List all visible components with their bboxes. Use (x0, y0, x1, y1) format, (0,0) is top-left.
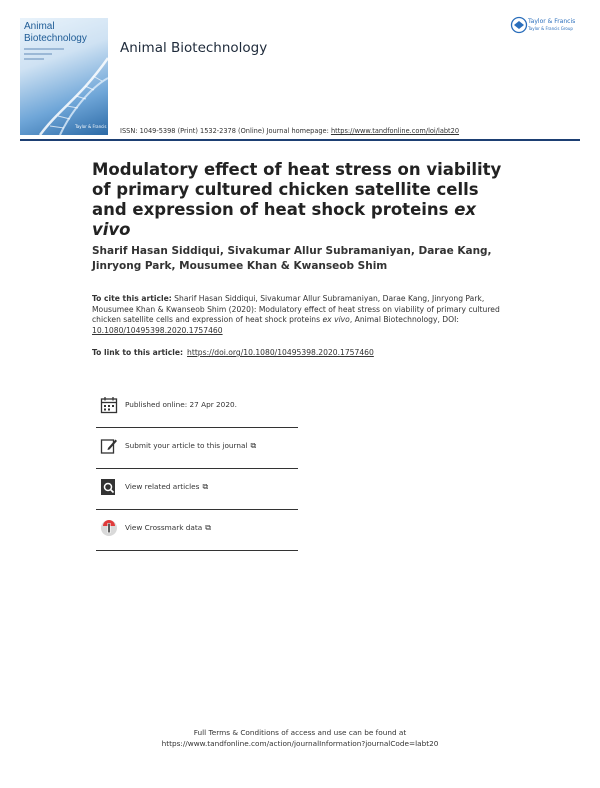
related-articles-link[interactable] (125, 482, 208, 492)
edit-icon (100, 437, 118, 455)
publisher-logo-text (528, 18, 575, 32)
taylor-francis-logo-icon (510, 16, 528, 34)
issn-text: ISSN: 1049-5398 (Print) 1532-2378 (Online) Journal homepage: (120, 127, 331, 135)
published-online-row (96, 396, 298, 416)
cover-text-lines (24, 48, 64, 63)
submit-article-label[interactable]: Submit your article to this journal (125, 441, 248, 450)
cover-publisher: Taylor & Francis (75, 124, 107, 129)
issn-line (120, 127, 459, 135)
external-link-icon: ⧉ (205, 523, 211, 532)
crossmark-icon (100, 519, 118, 537)
publisher-logo-line2: Taylor & Francis Group (528, 26, 573, 31)
submit-article-link[interactable] (125, 441, 256, 451)
related-articles-row[interactable] (96, 478, 298, 498)
external-link-icon: ⧉ (202, 482, 209, 491)
article-title-italic: ex vivo (92, 200, 477, 239)
journal-cover-image (20, 18, 108, 135)
article-title (92, 160, 512, 240)
cover-title-line1: Animal (24, 21, 55, 32)
row-divider (96, 550, 298, 551)
article-title-main: Modulatory effect of heat stress on viability of primary cultured chicken satellite cells and expression of heat shock proteins (92, 160, 502, 219)
article-link-line (92, 347, 512, 358)
publisher-logo-line1: Taylor & Francis (528, 18, 576, 25)
calendar-icon (100, 396, 118, 414)
published-online-text: Published online: 27 Apr 2020. (125, 400, 237, 409)
row-divider (96, 427, 298, 428)
citation-block (92, 294, 512, 336)
cover-title (24, 21, 87, 45)
crossmark-link[interactable] (125, 523, 211, 533)
journal-homepage-link[interactable]: https://www.tandfonline.com/loi/labt20 (330, 127, 460, 135)
article-doi-url-link[interactable]: https://doi.org/10.1080/10495398.2020.1757460 (187, 348, 374, 357)
citation-doi-link[interactable]: 10.1080/10495398.2020.1757460 (92, 325, 223, 335)
header-divider (20, 139, 580, 141)
citation-text: Sharif Hasan Siddiqui, Sivakumar Allur Subramaniyan, Darae Kang, Jinryong Park, Mousumee Khan & Kwanseob Shim (2020): Modulatory effect of heat stress on viability of primary cultured chicken satellite cells and expression of heat shock proteins (92, 294, 500, 325)
crossmark-row[interactable] (96, 519, 298, 539)
article-authors: Sharif Hasan Siddiqui, Sivakumar Allur Subramaniyan, Darae Kang, Jinryong Park, Mousumee Khan & Kwanseob Shim (92, 245, 492, 272)
external-link-icon: ⧉ (250, 441, 257, 450)
related-articles-label[interactable]: View related articles (125, 482, 200, 491)
cover-title-line2: Biotechnology (24, 33, 87, 44)
terms-footer-url[interactable]: https://www.tandfonline.com/action/journalInformation?journalCode=labt20 (161, 738, 439, 748)
crossmark-label[interactable]: View Crossmark data (125, 523, 203, 532)
citation-italic: ex vivo (322, 315, 350, 325)
citation-label: To cite this article: (92, 294, 172, 303)
submit-article-row[interactable] (96, 437, 298, 457)
journal-name: Animal Biotechnology (120, 40, 268, 56)
search-document-icon (100, 478, 118, 496)
row-divider (96, 509, 298, 510)
terms-footer (0, 728, 600, 749)
row-divider (96, 468, 298, 469)
citation-text-after: , Animal Biotechnology, DOI: (349, 315, 459, 325)
article-link-label: To link to this article: (92, 348, 184, 357)
terms-footer-line1: Full Terms & Conditions of access and use can be found at (193, 728, 407, 737)
